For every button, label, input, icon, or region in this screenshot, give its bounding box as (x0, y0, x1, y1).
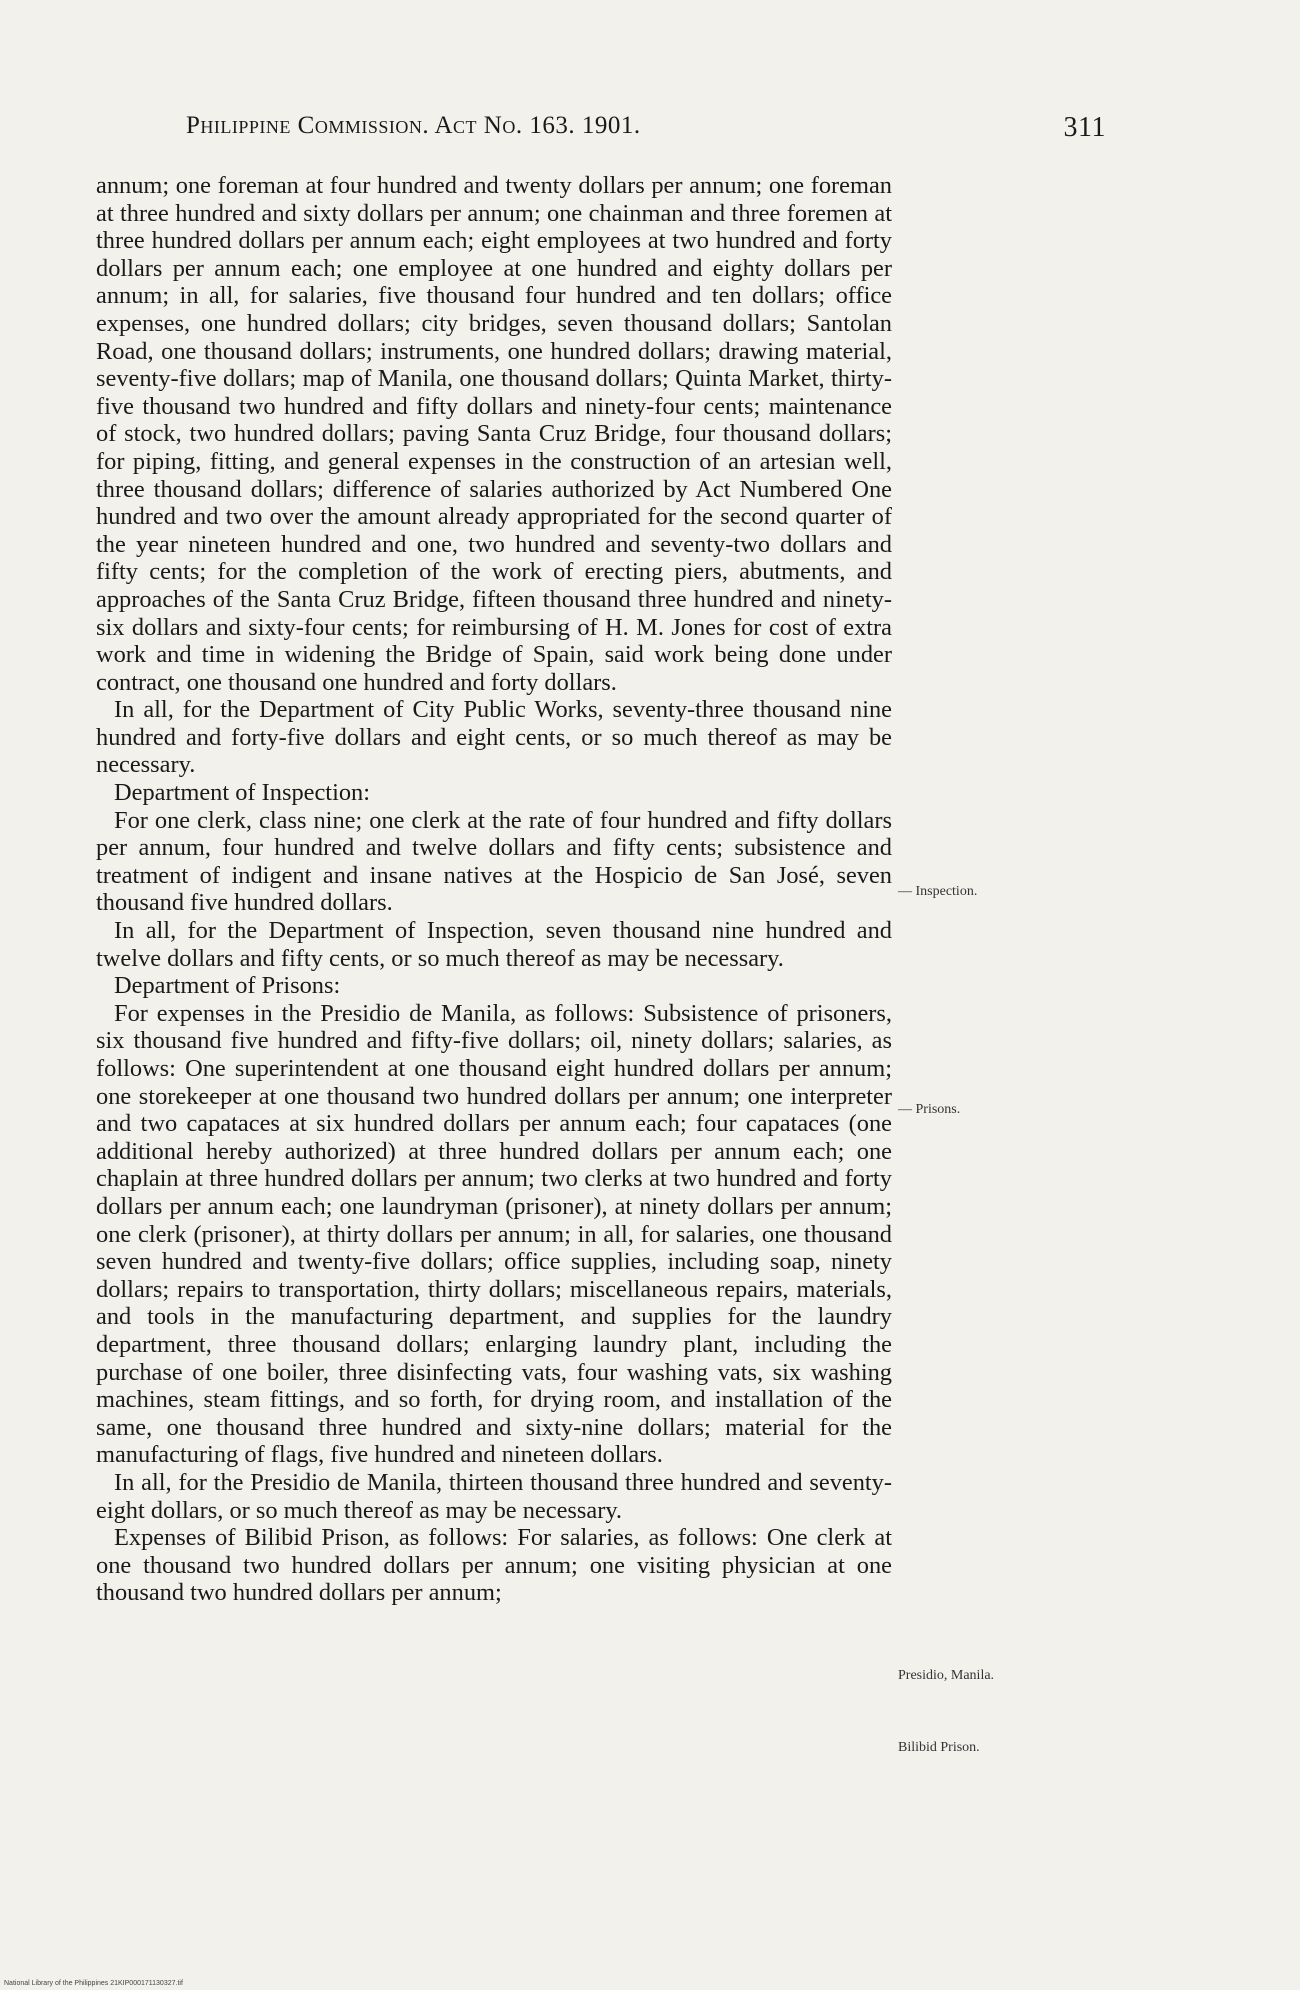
paragraph: Expenses of Bilibid Prison, as follows: For salaries, as follows: One clerk at one thousand two hundred dollars per annum; one visiting physician at one thousand two hundred dollars per annum; (96, 1524, 892, 1607)
running-title: Philippine Commission. Act No. 163. 1901. (186, 112, 641, 139)
margin-note-prisons: — Prisons. (898, 1102, 961, 1117)
scan-footer: National Library of the Philippines 21KIP000171130327.tif (4, 1980, 183, 1987)
section-heading-prisons: Department of Prisons: (114, 972, 341, 1000)
paragraph: In all, for the Department of City Public Works, seventy-three thousand nine hundred and forty-five dollars and eight cents, or so much thereof as may be necessary. (96, 696, 892, 779)
margin-note-presidio: Presidio, Manila. (898, 1668, 995, 1683)
margin-note-bilibid: Bilibid Prison. (898, 1740, 980, 1755)
paragraph: In all, for the Department of Inspection, seven thousand nine hundred and twelve dollars and fifty cents, or so much thereof as may be necessary. (96, 917, 892, 972)
paragraph: annum; one foreman at four hundred and twenty dollars per annum; one foreman at three hundred and sixty dollars per annum; one chainman and three foremen at three hundred dollars per annum each; eight employees at two hundred and forty dollars per annum each; one employee at one hundred and eighty dollars per annum; in all, for salaries, five thousand four hundred and ten dollars; office expenses, one hundred dollars; city bridges, seven thousand dollars; Santolan Road, one thousand dollars; instruments, one hundred dollars; drawing material, seventy-five dollars; map of Manila, one thousand dollars; Quinta Market, thirty-five thousand two hundred and fifty dollars and ninety-four cents; maintenance of stock, two hundred dollars; paving Santa Cruz Bridge, four thousand dollars; for piping, fitting, and general expenses in the construction of an artesian well, three thousand dollars; difference of salaries authorized by Act Numbered One hundred and two over the amount already appropriated for the second quarter of the year nineteen hundred and one, two hundred and seventy-two dollars and fifty cents; for the completion of the work of erecting piers, abutments, and approaches of the Santa Cruz Bridge, fifteen thousand three hundred and ninety-six dollars and sixty-four cents; for reimbursing of H. M. Jones for cost of extra work and time in widening the Bridge of Spain, said work being done under contract, one thousand one hundred and forty dollars. (96, 172, 892, 696)
page-number: 311 (1063, 112, 1106, 143)
paragraph: In all, for the Presidio de Manila, thirteen thousand three hundred and seventy-eight dollars, or so much thereof as may be necessary. (96, 1468, 892, 1524)
body-text (96, 172, 892, 1607)
section-heading-inspection: Department of Inspection: (114, 779, 371, 807)
paragraph: For one clerk, class nine; one clerk at the rate of four hundred and fifty dollars per annum, four hundred and twelve dollars and fifty cents; subsistence and treatment of indigent and insane natives at the Hospicio de San José, seven thousand five hundred dollars. (96, 806, 892, 917)
paragraph: For expenses in the Presidio de Manila, as follows: Subsistence of prisoners, six thousand five hundred and fifty-five dollars; oil, ninety dollars; salaries, as follows: One superintendent at one thousand eight hundred dollars per annum; one storekeeper at one thousand two hundred dollars per annum; one interpreter and two capataces at six hundred dollars per annum each; four capataces (one additional hereby authorized) at three hundred dollars per annum each; one chaplain at three hundred dollars per annum; two clerks at two hundred and forty dollars per annum each; one laundryman (prisoner), at ninety dollars per annum; one clerk (prisoner), at thirty dollars per annum; in all, for salaries, one thousand seven hundred and twenty-five dollars; office supplies, including soap, ninety dollars; repairs to transportation, thirty dollars; miscellaneous repairs, materials, and tools in the manufacturing department, and supplies for the laundry department, three thousand dollars; enlarging laundry plant, including the purchase of one boiler, three disinfecting vats, four washing vats, six washing machines, steam fittings, and so forth, for drying room, and installation of the same, one thousand three hundred and sixty-nine dollars; material for the manufacturing of flags, five hundred and nineteen dollars. (96, 999, 892, 1469)
margin-note-inspection: — Inspection. (898, 884, 978, 899)
page-header (186, 112, 1106, 143)
